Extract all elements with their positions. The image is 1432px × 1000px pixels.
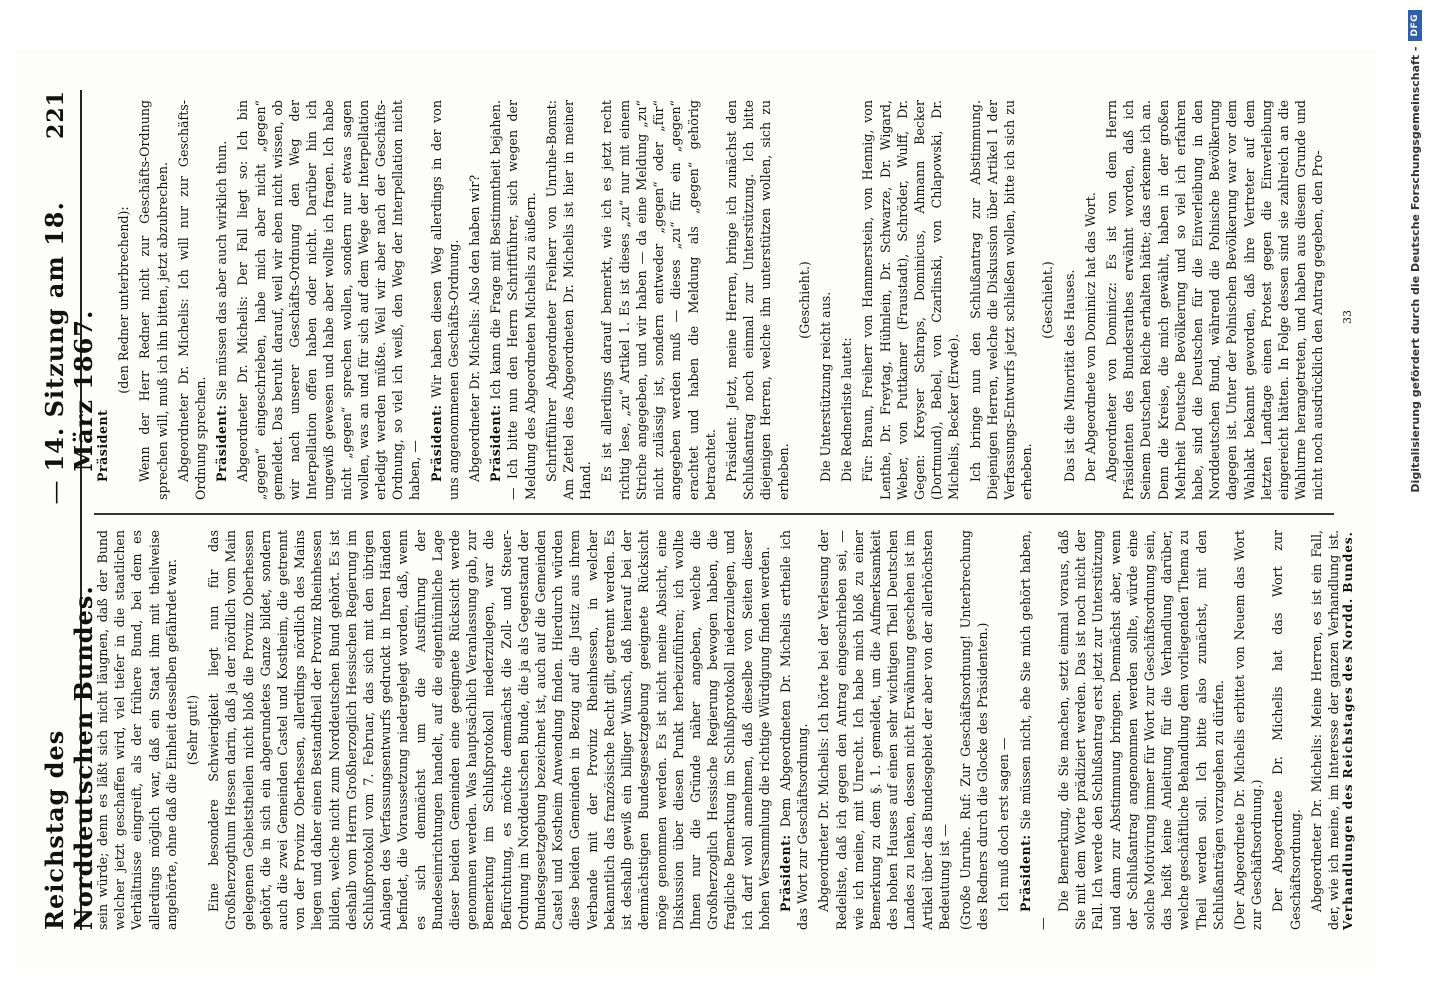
dfg-logo-icon: DFG [1408, 10, 1422, 41]
paragraph-text: (Sehr gut!) [185, 694, 201, 766]
paragraph [466, 100, 483, 500]
paragraph [175, 100, 209, 500]
header-dash: — [41, 479, 69, 505]
left-column [94, 530, 1344, 930]
dfg-watermark [1404, 10, 1426, 990]
paragraph-text: Der Abgeordnete Dr. Michelis hat das Wort zur Geschäftsordnung. [1270, 530, 1303, 930]
paragraph [1055, 530, 1227, 930]
paragraph-text: Abgeordneter Dr. Michelis: Also den haben wir? [467, 174, 483, 482]
paragraph [1061, 100, 1078, 500]
paragraph [234, 100, 423, 500]
paragraph-text: (den Redner unterbrechend): [116, 206, 132, 394]
paragraph [213, 100, 230, 500]
paragraph [428, 100, 462, 500]
paragraph-text: Die Rednerliste lautet: [839, 337, 855, 482]
paragraph-text: Die Bemerkung, die Sie machen, setzt einmal voraus, daß Sie mit dem Worte prädiziert werden. Das ist noch nicht der Fall. Ich werde den Schlußantrag erst jetzt zur Unterstützung und dann zur Abstimmung bringen. Demnächst aber, wenn der Schlußantrag angenommen werden sollte, würde eine solche Motivirung immer für Wort zur Geschäftsordnung sein, das heißt keine Anleitung für die Verhandlung darüber, welche geschäftliche Behandlung dem vorliegenden Thema zu Theil werden soll. Ich bitte also zunächst, mit den Schlußanträgen vorzugehen zu dürfen. [1055, 530, 1226, 930]
paragraph [94, 100, 111, 500]
paragraph [796, 100, 813, 500]
paragraph-text: Die Unterstützung reicht aus. [817, 291, 833, 482]
watermark-text: Digitalisierung gefördert durch die Deutsche Forschungsgemeinschaft - [1408, 46, 1422, 493]
paragraph-text: (Der Abgeordnete Dr. Michelis erbittet von Neuem das Wort zur Geschäftsordnung.) [1232, 530, 1265, 930]
paragraph [543, 100, 595, 500]
page-signature: 33 [1341, 310, 1354, 324]
paragraph-text: Abgeordneter Dr. Michelis: Meine Herren, es ist ein Fall, der, wie ich meine, im Interesse der ganzen Verhandlung ist. [1308, 530, 1342, 930]
paragraph-text: (Geschieht.) [796, 261, 812, 339]
paragraph-text: Ich kann die Frage mit Bestimmtheit bejahen. — Ich bitte nun den Herrn Schriftführer, sich wegen der Meldung des Abgeordneten Michelis zu äußern. [488, 100, 538, 500]
right-column [94, 100, 1344, 500]
speaker-label: Präsident: [488, 404, 504, 482]
paragraph [115, 100, 132, 500]
paragraph [995, 530, 1012, 930]
paragraph [94, 530, 180, 930]
paragraph [1308, 530, 1344, 930]
paragraph [1082, 100, 1099, 500]
paragraph-text: Dem Abgeordneten Dr. Michelis ertheile ich das Wort zur Geschäftsordnung. [777, 530, 811, 930]
scanned-page [16, 50, 1376, 970]
speaker-label: Präsident: [428, 404, 444, 482]
paragraph-text: Sie müssen das aber auch wirklich thun. [214, 140, 230, 405]
paragraph [817, 100, 834, 500]
paragraph-text: Für: Braun, Freiherr von Hammerstein, von Hennig, von Lenthe, Dr. Freytag, Hühnlein, Dr. Schwarze, Dr. Wigard, Weber, von Puttkamer (Fraustadt), Schröder, Wulff, Dr. Gegen: Kreyser Schraps, Dominicus, Ahmann Becker (Dortmund), Bebel, von Czarlinski, von Chlapowski, Dr. Michelis, Becker (Erwde). [860, 100, 962, 500]
paragraph [598, 100, 718, 500]
speaker-label: Präsident: [214, 404, 230, 482]
paragraph-text: Schriftführer Abgeordneter Freiherr von Unruhe-Bomst: Am Zettel des Abgeordneten Dr. Michelis ist hier in meiner Hand. [543, 100, 594, 500]
paragraph-text: Ich muß doch erst sagen — [996, 737, 1012, 912]
paragraph-text: (Große Unruhe. Ruf: Zur Geschäftsordnung! Unterbrechung des Redners durch die Glocke des Präsidenten.) [957, 530, 991, 930]
paragraph-text: Abgeordneter Dr. Michelis: Der Fall liegt so: Ich bin „gegen“ eingeschrieben, habe mich aber nicht „gegen“ gemeldet. Das beruht darauf, weil wir eben nicht wissen, ob wir nach unserer Geschäfts-Ordnung den Weg der Interpellation offen haben oder nicht. Darüber hin ich ungewiß gewesen und habe aber wollte ich fragen. Ich habe nicht „gegen“ sprechen wollen, sondern nur etwas sagen wollen, was an und für sich auf dem Wege der Interpellation erledigt werden müßte. Weil wir aber nach der Geschäfts-Ordnung, so viel ich weiß, den Weg der Interpellation nicht haben, — [235, 100, 423, 500]
page-header [40, 90, 98, 930]
page-number: 221 [43, 90, 69, 139]
paragraph [1231, 530, 1265, 930]
header-session: 14. Sitzung am 18. März 1867. [40, 201, 98, 472]
paragraph [184, 530, 201, 930]
paragraph-text: Der Abgeordnete von Dominicz hat das Wort. [1082, 192, 1098, 482]
header-title: Reichstag des Norddeutschen Bundes. [40, 585, 98, 930]
paragraph [136, 100, 170, 500]
speaker-label: Präsident: [777, 834, 793, 912]
paragraph-text: Wir haben diesen Weg allerdings in der von uns angenommenen Geschäfts-Ordnung. [428, 100, 461, 500]
paragraph [1269, 530, 1303, 930]
speaker-label: Präsident: [1017, 834, 1033, 912]
paragraph [1039, 100, 1056, 500]
paragraph [723, 100, 792, 500]
paragraph-text: Es ist allerdings darauf bemerkt, wie ich es jetzt recht richtig lese, „zu“ Artikel 1. Es ist dieses „zu“ nur mit einem Striche angegeben, und wir haben — da eine Meldung „zu“ nicht zulässig ist, sondern entweder „gegen“ oder „für“ angegeben werden muß — dieses „zu“ für ein „gegen“ erachtet und haben die Meldung als „gegen“ gehörig betrachtet. [599, 100, 718, 500]
paragraph-text: Eine besondere Schwierigkeit liegt nun für das Großherzogthum Hessen darin, daß ja der nördlich vom Main gelegenen Gebietstheilen nicht bloß die Provinz Oberhessen gehört, die in sich ein abgerundetes Ganze bildet, sondern auch die zwei Gemeinden Castel und Kostheim, die getrennt von der Provinz Oberhessen, allerdings nördlich des Mains liegen und daher einen Bestandtheil der Provinz Rheinhessen bilden, welche nicht zum Norddeutschen Bund gehört. Es ist deshalb vom Herrn Großherzoglich Hessischen Regierung im Schlußprotokoll vom 7. Februar, das sich mit den übrigen Anlagen des Verfassungsentwurfs gedruckt in Ihren Händen befindet, die Voraussetzung niedergelegt worden, daß, wenn es sich demnächst um die Ausführung der Bundeseinrichtungen handelt, auf die eigenthümliche Lage dieser beiden Gemeinden eine geeignete Rücksicht werde genommen werden. Was hauptsächlich Veranlassung gab, zur Bemerkung im Schlußprotokoll niederzulegen, war die Befürchtung, es möchte demnächst die Zoll- und Steuer-Ordnung im Norddeutschen Bunde, die ja als Gegenstand der Bundesgesetzgebung bezeichnet ist, auch auf die Gemeinden Castel und Kostheim Anwendung finden. Hierdurch würden diese beiden Gemeinden in Bezug auf die Justiz aus ihrem Verbande mit der Provinz Rheinhessen, in welcher bekanntlich das französische Recht gilt, getrennt werden. Es ist deshalb gewiß ein billiger Wunsch, daß hierauf bei der demnächstigen Bundesgesetzgebung geeignete Rücksicht möge genommen werden. Es ist nicht meine Absicht, eine Diskussion über diesen Punkt herbeizuführen; ich wollte Ihnen nur die Gründe näher angeben, welche die Großherzoglich Hessische Regierung bewogen haben, die fragliche Bemerkung im Schlußprotokoll niederzulegen, und ich darf wohl annehmen, daß dieselbe von Seiten dieser hohen Versammlung die richtige Würdigung finden werden. [206, 530, 772, 930]
paragraph [1017, 530, 1051, 930]
page-footer: Verhandlungen des Reichstages des Nordd. Bundes. [1341, 531, 1355, 930]
paragraph-text: Abgeordneter von Dominicz: Es ist von dem Herrn Präsidenten des Bundesrathes erwähnt worden, daß ich Seinem Deutschen Reiche erhalten hätte; das erkenne ich an. Denn die Kreise, die mich gewählt, haben in der großen Mehrheit Deutsche Bevölkerung und so viel ich erfahren habe, sind die Deutschen für die Einverleibung in den Norddeutschen Bund, während die Polnische Bevölkerung dagegen ist. Unter der Polnischen Bevölkerung war vor dem Wahlakt bekannt geworden, daß ihre Vertreter auf dem letzten Landtage einen Protest gegen die Einverleibung eingereicht hätten. In Folge dessen sind sie zahlreich an die Wahlurne herangetreten, und haben aus diesem Grunde und nicht noch ausdrücklich den Antrag gegeben, den Pro- [1103, 100, 1326, 500]
paragraph-text: Präsident: Jetzt, meine Herren, bringe ich zunächst den Schlußantrag noch einmal zur Unterstützung. Ich bitte diejenigen Herren, welche ihn unterstützen wollen, sich zu erheben. [723, 100, 791, 500]
paragraph-text: Sie müssen nicht, ehe Sie mich gehört haben, — [1017, 530, 1050, 930]
column-divider [94, 513, 1334, 515]
paragraph-text: (Geschieht.) [1040, 261, 1056, 339]
speaker-label: Präsident [95, 409, 110, 482]
paragraph [777, 530, 811, 930]
paragraph [487, 100, 539, 500]
paragraph [1103, 100, 1327, 500]
paragraph [859, 100, 962, 500]
paragraph [815, 530, 953, 930]
paragraph [967, 100, 1036, 500]
paragraph-text: sein würde; denn es läßt sich nicht läugnen, daß der Bund welcher jetzt geschaffen wird, viel tiefer in die staatlichen Verhältnisse eingreift, als der frühere Bund, bei dem es allerdings möglich war, daß ein Staat ihm mit theilweise angehörte, ohne daß die Einheit desselben gefährdet war. [95, 530, 179, 930]
paragraph [205, 530, 773, 930]
paragraph-text: Abgeordneter Dr. Michelis: Ich hörte bei der Verlesung der Redeliste, daß ich gegen den Antrag eingeschrieben sei, — wie ich meine, mit Unrecht. Ich habe mich bloß zu einer Bemerkung zu dem §. 1. gemeldet, um die Aufmerksamkeit des hohen Hauses auf einen sehr wichtigen Theil Deutschen Landes zu lenken, dessen nicht Erwähnung geschehen ist im Artikel über das Bundesgebiet der aber von der allerhöchsten Bedeutung ist — [816, 530, 952, 930]
paragraph-text: Ich bringe nun den Schlußantrag zur Abstimmung. Diejenigen Herren, welche die Diskussion über Artikel 1 der Verfassungs-Entwurfs jetzt schließen wollen, bitte ich sich zu erheben. [967, 100, 1035, 500]
paragraph-text: Das ist die Minorität des Hauses. [1061, 269, 1077, 482]
paragraph [838, 100, 855, 500]
paragraph [957, 530, 991, 930]
paragraph-text: Abgeordneter Dr. Michelis: Ich will nur zur Geschäfts-Ordnung sprechen. [175, 100, 209, 500]
paragraph-text: Wenn der Herr Redner nicht zur Geschäfts-Ordnung sprechen will, muß ich ihn bitten, jetzt abzubrechen. [137, 100, 170, 500]
